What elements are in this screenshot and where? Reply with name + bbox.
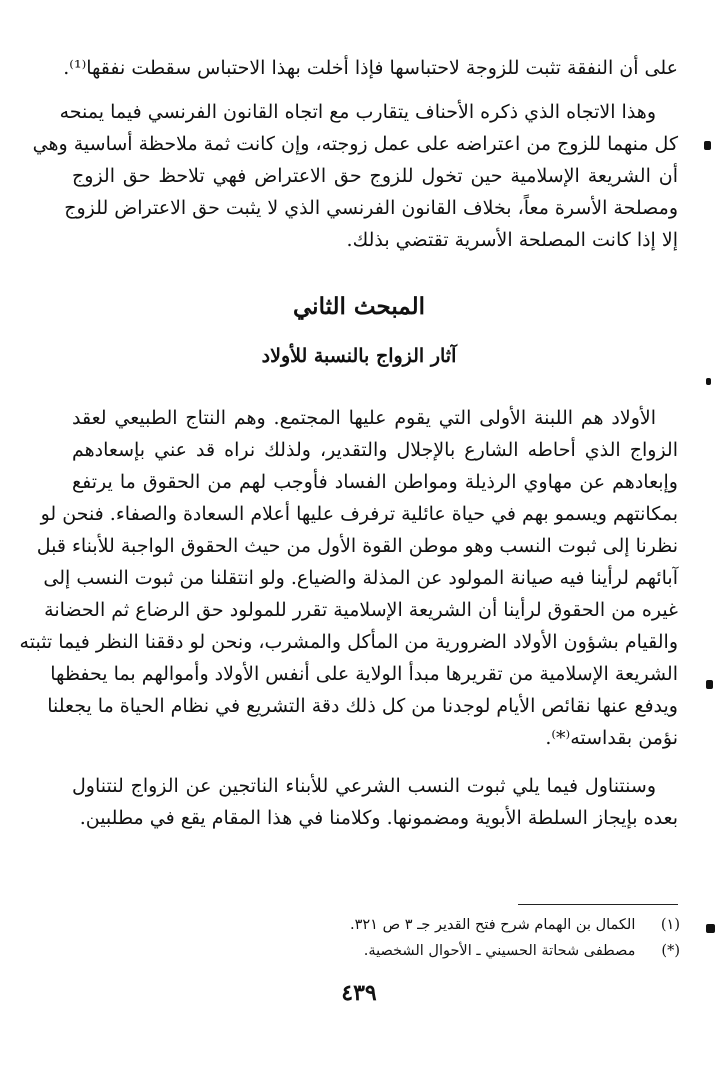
footnote-text: الكمال بن الهمام شرح فتح القدير جـ ٣ ص ٣٢١. [350, 917, 636, 933]
text-line: الشريعة الإسلامية من تقريرها مبدأ الولاية على أنفس الأولاد وأموالهم بما يحفظها [50, 663, 678, 685]
footnote-number: (*) [661, 943, 680, 959]
scan-mark [706, 378, 711, 385]
paragraph-continuation [63, 52, 678, 84]
scan-mark [706, 924, 715, 933]
footnote-item [280, 938, 680, 964]
scan-mark [706, 680, 713, 689]
text-line: غيره من الحقوق لرأينا أن الشريعة الإسلامية تقرر للمولود حق الرضاع ثم الحضانة [44, 599, 678, 621]
text-line: وهذا الاتجاه الذي ذكره الأحناف يتقارب مع اتجاه القانون الفرنسي فيما يمنحه [59, 101, 656, 123]
text-line: أن الشريعة الإسلامية حين تخول للزوج حق الاعتراض فهي تلاحظ حق الزوج [72, 165, 678, 187]
section-subheading: آثار الزواج بالنسبة للأولاد [261, 345, 457, 367]
paragraph-hanafi-french-law [32, 96, 678, 256]
text-line: آبائهم لرأينا فيه صيانة المولود عن المذلة والضياع. ولو انتقلنا من ثبوت النسب إلى [43, 567, 678, 589]
text-line: إلا إذا كانت المصلحة الأسرية تقتضي بذلك. [346, 229, 678, 251]
text-line: على أن النفقة تثبت للزوجة لاحتباسها فإذا أخلت بهذا الاحتباس سقطت نفقها⁽¹⁾. [63, 57, 678, 79]
footnote-text: مصطفى شحاتة الحسيني ـ الأحوال الشخصية. [363, 943, 636, 959]
paragraph-outline [72, 770, 678, 834]
footnote-item [280, 912, 680, 938]
text-line: الأولاد هم اللبنة الأولى التي يقوم عليها المجتمع. وهم النتاج الطبيعي لعقد [72, 407, 656, 429]
text-line: نؤمن بقداسته⁽*⁾. [545, 727, 678, 749]
text-line: بعده بإيجاز السلطة الأبوية ومضمونها. وكلامنا في هذا المقام يقع في مطلبين. [79, 807, 678, 829]
section-heading: المبحث الثاني [293, 293, 425, 320]
footnote-separator [518, 904, 678, 905]
paragraph-children [19, 402, 678, 754]
text-line: ومصلحة الأسرة معاً، بخلاف القانون الفرنسي الذي لا يثبت حق الاعتراض للزوج [64, 197, 678, 219]
text-line: والقيام بشؤون الأولاد الضرورية من المأكل والمشرب، ونحن لو دققنا النظر فيما تثبته [19, 631, 678, 653]
text-line: وسنتناول فيما يلي ثبوت النسب الشرعي للأبناء الناتجين عن الزواج لنتناول [72, 775, 656, 797]
footnote-number: (١) [660, 917, 680, 933]
footnotes [280, 912, 680, 964]
page-number: ٤٣٩ [341, 980, 377, 1006]
text-line: وإبعادهم عن مهاوي الرذيلة ومواطن الفساد فأوجب لهم من الحقوق ما يرتفع [72, 471, 678, 493]
text-line: نظرنا إلى ثبوت النسب وهو موطن القوة الأول من حيث الحقوق الواجبة للأبناء قبل [36, 535, 678, 557]
text-line: ويدفع عنها نقائص الأيام لوجدنا من كل ذلك دقة التشريع في نظام الحياة ما يجعلنا [47, 695, 678, 717]
scan-mark [704, 141, 711, 150]
text-line: كل منهما للزوج من اعتراضه على عمل زوجته، وإن كانت ثمة ملاحظة أساسية وهي [32, 133, 678, 155]
text-line: بمكانتهم ويسمو بهم في حياة عائلية ترفرف عليها أعلام السعادة والصفاء. فنحن لو [40, 503, 678, 525]
text-line: الزواج الذي أحاطه الشارع بالإجلال والتقدير، ولذلك نراه قد عني بإسعادهم [72, 439, 678, 461]
